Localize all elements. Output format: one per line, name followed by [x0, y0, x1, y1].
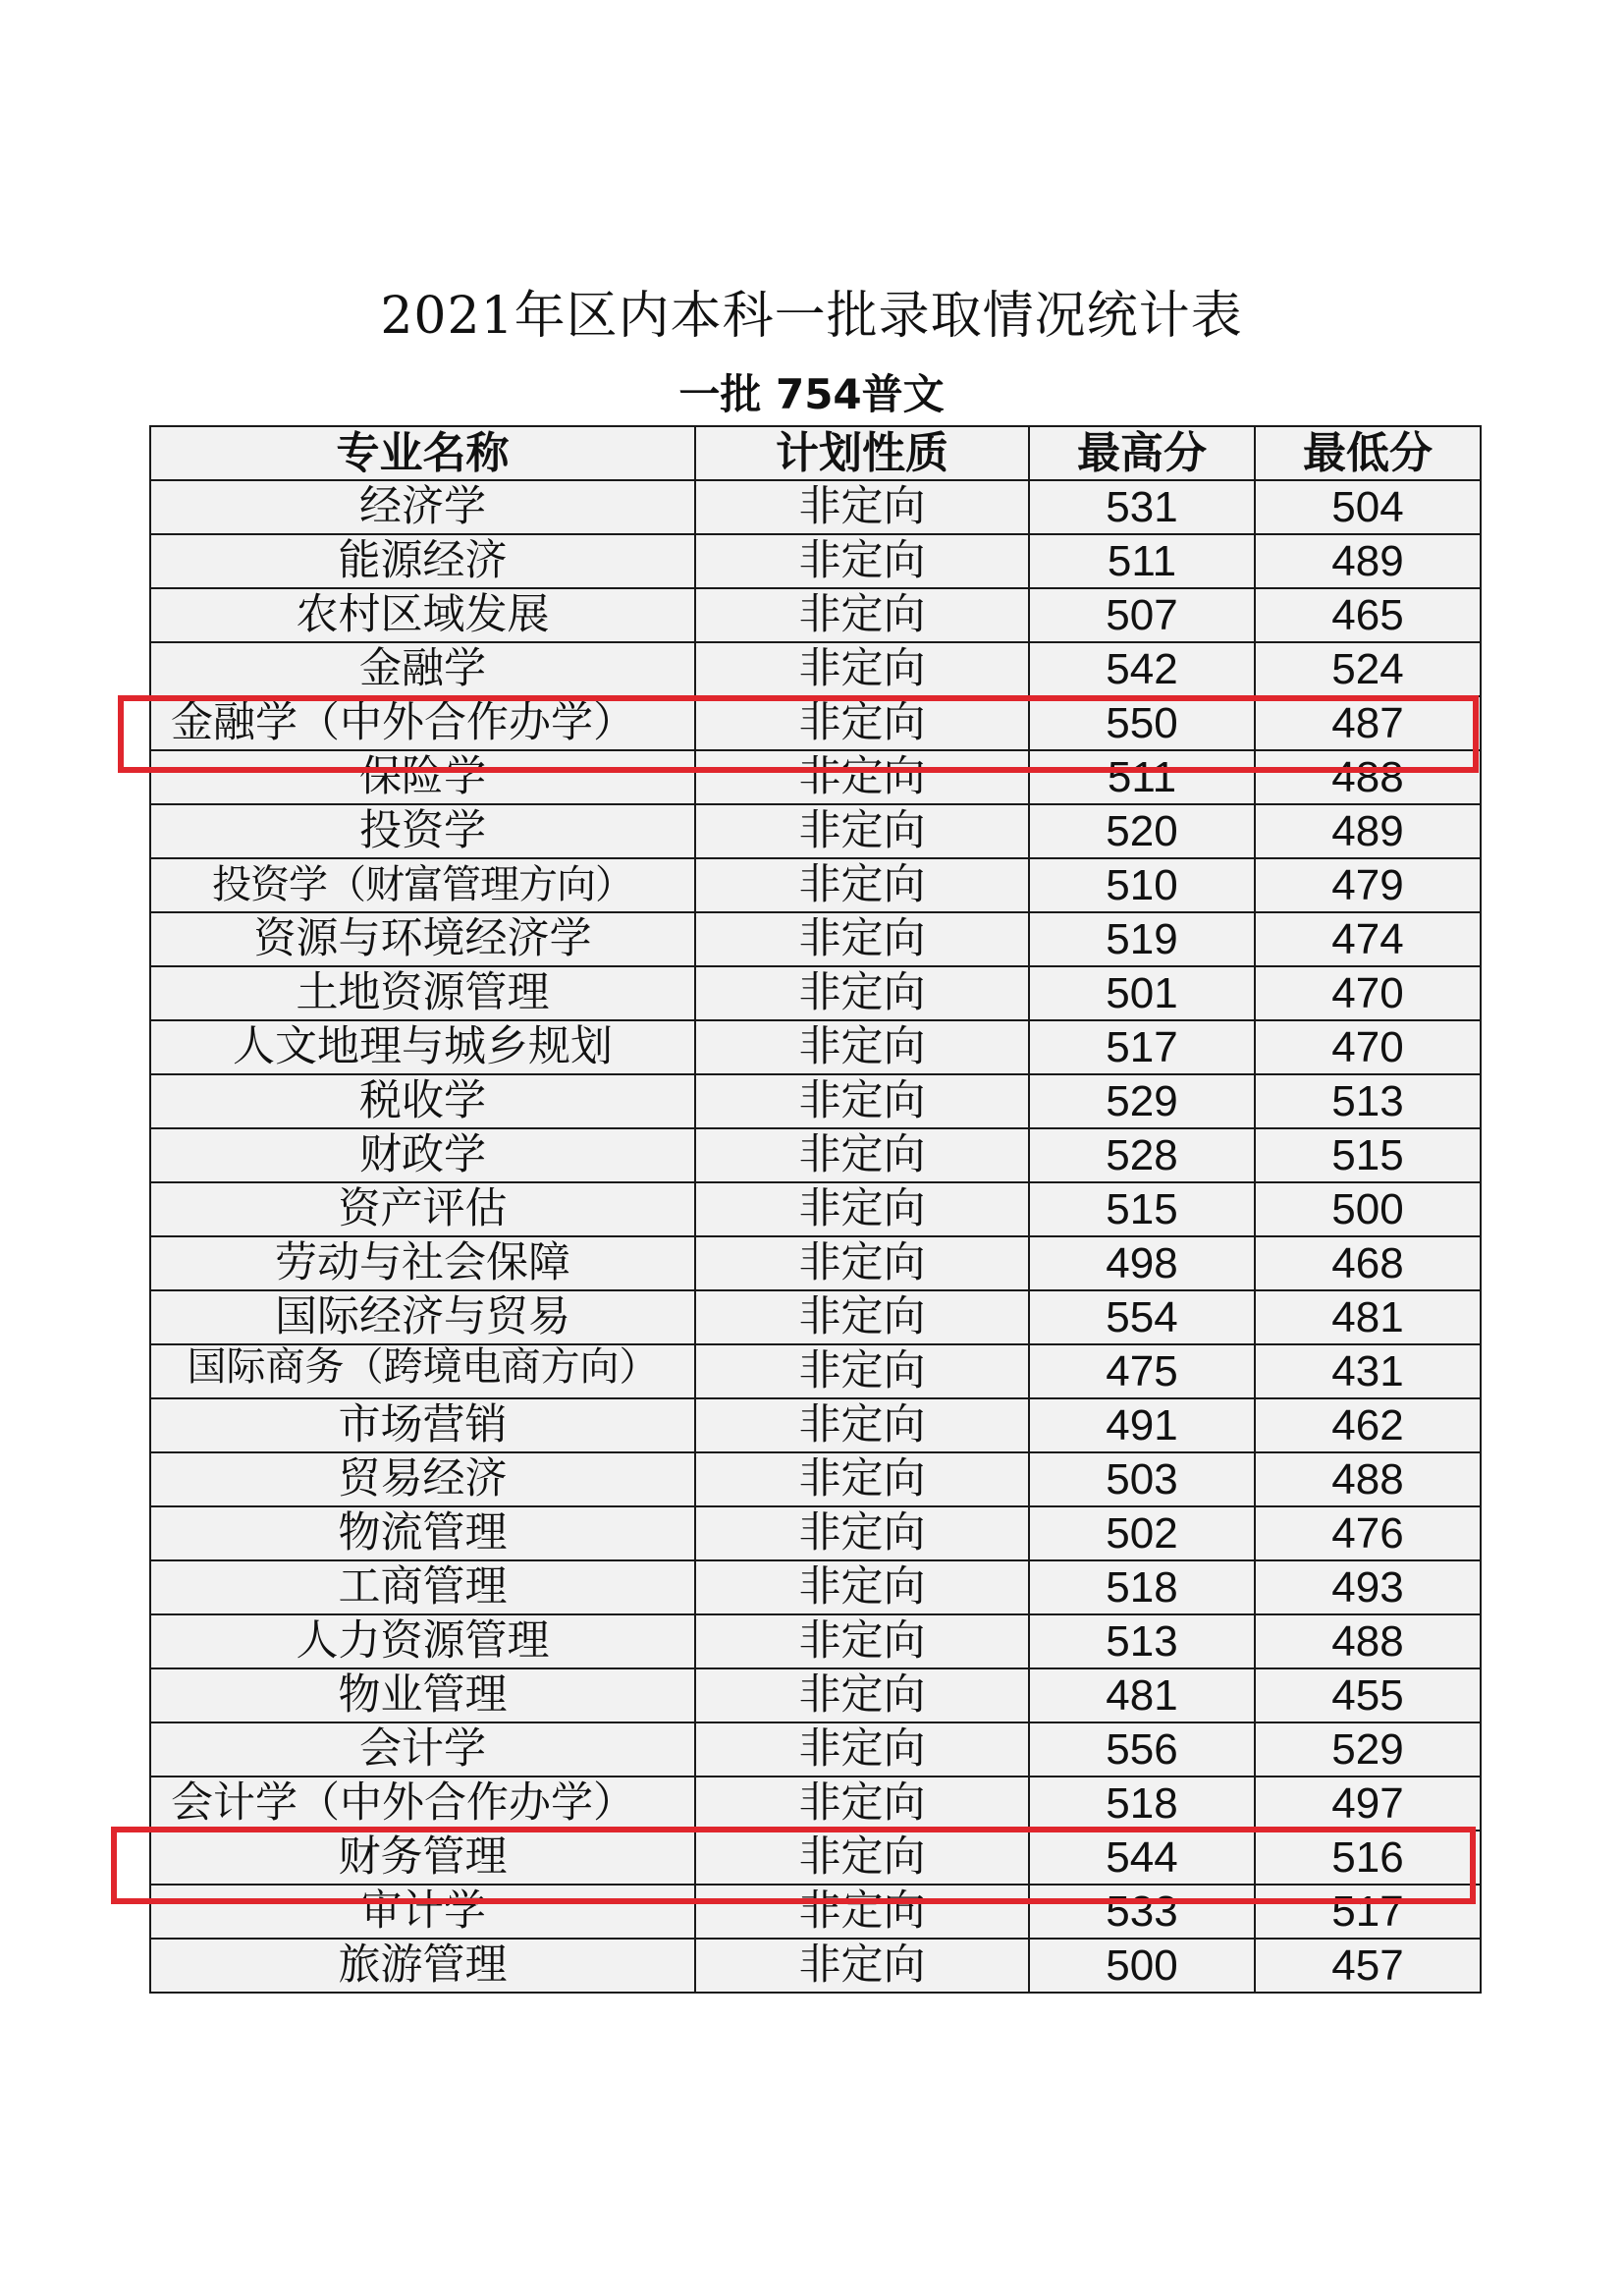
major-name: 人文地理与城乡规划: [150, 1020, 695, 1074]
min-score: 431: [1255, 1344, 1481, 1398]
max-score: 515: [1029, 1182, 1255, 1236]
major-name: 能源经济: [150, 534, 695, 588]
major-name: 会计学（中外合作办学）: [150, 1777, 695, 1831]
min-score: 504: [1255, 480, 1481, 534]
plan-type: 非定向: [695, 642, 1029, 696]
max-score: 511: [1029, 534, 1255, 588]
min-score: 470: [1255, 966, 1481, 1020]
min-score: 488: [1255, 1452, 1481, 1506]
max-score: 518: [1029, 1777, 1255, 1831]
min-score: 457: [1255, 1939, 1481, 1993]
plan-type: 非定向: [695, 804, 1029, 858]
plan-type: 非定向: [695, 1885, 1029, 1939]
table-row: [150, 1020, 1481, 1074]
table-row: [150, 480, 1481, 534]
major-name: 审计学: [150, 1885, 695, 1939]
plan-type: 非定向: [695, 858, 1029, 912]
table-row: [150, 966, 1481, 1020]
major-name: 财务管理: [150, 1831, 695, 1885]
table-row-highlighted: [150, 1777, 1481, 1831]
plan-type: 非定向: [695, 1344, 1029, 1398]
major-name: 劳动与社会保障: [150, 1236, 695, 1290]
plan-type: 非定向: [695, 588, 1029, 642]
min-score: 487: [1255, 696, 1481, 750]
major-name: 国际商务（跨境电商方向）: [150, 1344, 695, 1398]
min-score: 474: [1255, 912, 1481, 966]
min-score: 515: [1255, 1128, 1481, 1182]
table-row: [150, 1398, 1481, 1452]
min-score: 488: [1255, 750, 1481, 804]
admission-table: [149, 425, 1482, 1994]
plan-type: 非定向: [695, 1831, 1029, 1885]
max-score: 544: [1029, 1831, 1255, 1885]
max-score: 529: [1029, 1074, 1255, 1128]
major-name: 国际经济与贸易: [150, 1290, 695, 1344]
plan-type: 非定向: [695, 1777, 1029, 1831]
max-score: 531: [1029, 480, 1255, 534]
table-row: [150, 588, 1481, 642]
plan-type: 非定向: [695, 696, 1029, 750]
table-row: [150, 1506, 1481, 1560]
major-name: 市场营销: [150, 1398, 695, 1452]
max-score: 542: [1029, 642, 1255, 696]
batch-subtitle: 一批 754普文: [678, 370, 945, 418]
min-score: 493: [1255, 1560, 1481, 1614]
max-score: 533: [1029, 1885, 1255, 1939]
min-score: 513: [1255, 1074, 1481, 1128]
table-row: [150, 1614, 1481, 1668]
major-name: 经济学: [150, 480, 695, 534]
header-min-score: 最低分: [1255, 426, 1481, 480]
table-row: [150, 1668, 1481, 1722]
plan-type: 非定向: [695, 966, 1029, 1020]
table-row: [150, 1560, 1481, 1614]
table-row: [150, 642, 1481, 696]
min-score: 529: [1255, 1722, 1481, 1777]
min-score: 517: [1255, 1885, 1481, 1939]
plan-type: 非定向: [695, 1182, 1029, 1236]
min-score: 479: [1255, 858, 1481, 912]
table-row: [150, 1236, 1481, 1290]
min-score: 468: [1255, 1236, 1481, 1290]
min-score: 455: [1255, 1668, 1481, 1722]
max-score: 554: [1029, 1290, 1255, 1344]
header-major-name: 专业名称: [150, 426, 695, 480]
major-name: 人力资源管理: [150, 1614, 695, 1668]
max-score: 502: [1029, 1506, 1255, 1560]
major-name: 贸易经济: [150, 1452, 695, 1506]
major-name: 会计学: [150, 1722, 695, 1777]
table-row: [150, 804, 1481, 858]
plan-type: 非定向: [695, 534, 1029, 588]
table-row: [150, 912, 1481, 966]
header-plan-type: 计划性质: [695, 426, 1029, 480]
plan-type: 非定向: [695, 912, 1029, 966]
table-row: [150, 1722, 1481, 1777]
major-name: 工商管理: [150, 1560, 695, 1614]
plan-type: 非定向: [695, 1290, 1029, 1344]
max-score: 517: [1029, 1020, 1255, 1074]
plan-type: 非定向: [695, 1560, 1029, 1614]
min-score: 481: [1255, 1290, 1481, 1344]
max-score: 519: [1029, 912, 1255, 966]
plan-type: 非定向: [695, 1398, 1029, 1452]
plan-type: 非定向: [695, 1020, 1029, 1074]
header-row: [150, 426, 1481, 480]
table-row: [150, 1452, 1481, 1506]
plan-type: 非定向: [695, 1614, 1029, 1668]
plan-type: 非定向: [695, 1668, 1029, 1722]
page-title: 2021年区内本科一批录取情况统计表: [380, 287, 1243, 346]
max-score: 498: [1029, 1236, 1255, 1290]
min-score: 489: [1255, 804, 1481, 858]
plan-type: 非定向: [695, 1506, 1029, 1560]
table-row: [150, 1344, 1481, 1398]
min-score: 500: [1255, 1182, 1481, 1236]
min-score: 470: [1255, 1020, 1481, 1074]
min-score: 516: [1255, 1831, 1481, 1885]
min-score: 488: [1255, 1614, 1481, 1668]
major-name: 资源与环境经济学: [150, 912, 695, 966]
min-score: 465: [1255, 588, 1481, 642]
max-score: 510: [1029, 858, 1255, 912]
plan-type: 非定向: [695, 1236, 1029, 1290]
max-score: 481: [1029, 1668, 1255, 1722]
max-score: 518: [1029, 1560, 1255, 1614]
max-score: 556: [1029, 1722, 1255, 1777]
major-name: 保险学: [150, 750, 695, 804]
highlight-box-finance-joint: [118, 695, 1479, 773]
major-name: 税收学: [150, 1074, 695, 1128]
major-name: 投资学: [150, 804, 695, 858]
min-score: 489: [1255, 534, 1481, 588]
table-row: [150, 1290, 1481, 1344]
major-name: 资产评估: [150, 1182, 695, 1236]
table-row: [150, 534, 1481, 588]
max-score: 528: [1029, 1128, 1255, 1182]
major-name: 财政学: [150, 1128, 695, 1182]
max-score: 475: [1029, 1344, 1255, 1398]
max-score: 501: [1029, 966, 1255, 1020]
major-name: 金融学: [150, 642, 695, 696]
table-row: [150, 1074, 1481, 1128]
min-score: 476: [1255, 1506, 1481, 1560]
min-score: 497: [1255, 1777, 1481, 1831]
major-name: 投资学（财富管理方向）: [150, 858, 695, 912]
major-name: 旅游管理: [150, 1939, 695, 1993]
major-name: 物流管理: [150, 1506, 695, 1560]
max-score: 507: [1029, 588, 1255, 642]
max-score: 511: [1029, 750, 1255, 804]
table-row: [150, 1939, 1481, 1993]
plan-type: 非定向: [695, 1722, 1029, 1777]
plan-type: 非定向: [695, 1074, 1029, 1128]
max-score: 491: [1029, 1398, 1255, 1452]
max-score: 550: [1029, 696, 1255, 750]
max-score: 513: [1029, 1614, 1255, 1668]
major-name: 土地资源管理: [150, 966, 695, 1020]
max-score: 520: [1029, 804, 1255, 858]
plan-type: 非定向: [695, 1939, 1029, 1993]
min-score: 462: [1255, 1398, 1481, 1452]
major-name: 物业管理: [150, 1668, 695, 1722]
header-max-score: 最高分: [1029, 426, 1255, 480]
max-score: 503: [1029, 1452, 1255, 1506]
table-row: [150, 858, 1481, 912]
plan-type: 非定向: [695, 1128, 1029, 1182]
highlight-box-accounting-joint: [111, 1827, 1476, 1904]
major-name: 农村区域发展: [150, 588, 695, 642]
plan-type: 非定向: [695, 750, 1029, 804]
max-score: 500: [1029, 1939, 1255, 1993]
plan-type: 非定向: [695, 1452, 1029, 1506]
major-name: 金融学（中外合作办学）: [150, 696, 695, 750]
min-score: 524: [1255, 642, 1481, 696]
table-row: [150, 1182, 1481, 1236]
plan-type: 非定向: [695, 480, 1029, 534]
table-row: [150, 1128, 1481, 1182]
